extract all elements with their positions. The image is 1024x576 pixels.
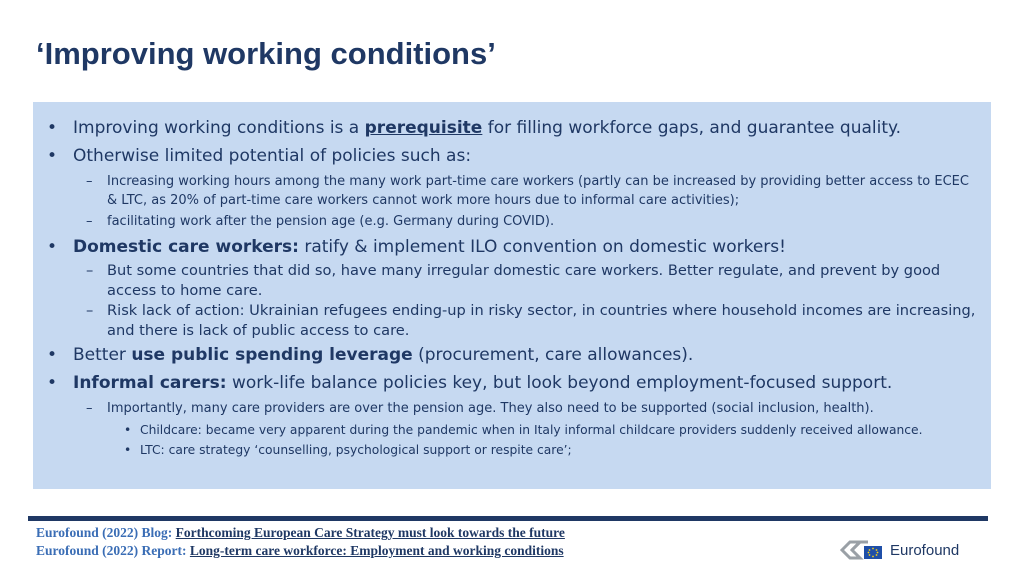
bullet-marker: •: [124, 423, 132, 437]
bullet-domestic-care-workers: [45, 233, 979, 261]
sub-bullet-text: Risk lack of action: Ukrainian refugees ending-up in risky sector, in countries where household incomes are increasing, and there is lack of public access to care.: [107, 302, 976, 339]
emphasis-domestic-care-workers: Domestic care workers:: [73, 237, 299, 257]
sub-sub-bullet-text: LTC: care strategy ‘counselling, psychological support or respite care’;: [140, 443, 572, 457]
sub-bullet-text: But some countries that did so, have many irregular domestic care workers. Better regulate, and prevent by good access to home care.: [107, 262, 941, 299]
bullet-marker: •: [47, 345, 58, 365]
sub-bullet-irregular-workers: [45, 261, 979, 301]
dash-marker: –: [86, 262, 94, 279]
bullet-informal-carers: [45, 369, 979, 397]
bullet-marker: •: [124, 443, 132, 457]
bullet-marker: •: [47, 118, 58, 138]
emphasis-public-spending: use public spending leverage: [131, 345, 413, 365]
bullet-public-spending: [45, 341, 979, 369]
bullet-prerequisite: [45, 114, 979, 142]
sub-bullet-pension-age: [45, 212, 979, 231]
sub-sub-bullet-childcare: [45, 420, 979, 440]
slide-title: ‘Improving working conditions’: [36, 36, 496, 71]
sub-sub-bullet-text: Childcare: became very apparent during the pandemic when in Italy informal childcare providers suddenly received allowance.: [140, 423, 923, 437]
sub-bullet-text: Increasing working hours among the many work part-time care workers (partly can be increased by providing better access to ECEC & LTC, as 20% of part-time care workers cannot work more hours due to informal care activities);: [107, 174, 969, 208]
bullet-text: for filling workforce gaps, and guarantee quality.: [482, 118, 902, 138]
dash-marker: –: [86, 401, 93, 416]
bullet-text: ratify & implement ILO convention on domestic workers!: [298, 237, 786, 257]
bullet-limited-potential: [45, 142, 979, 170]
dash-marker: –: [86, 214, 93, 229]
bullet-text: work-life balance policies key, but look beyond employment-focused support.: [226, 373, 893, 393]
logo-text: Eurofound: [890, 541, 960, 559]
sub-bullet-text: facilitating work after the pension age (e.g. Germany during COVID).: [107, 214, 555, 229]
footer-source-label: Eurofound (2022) Report:: [36, 543, 187, 558]
footer-source-label: Eurofound (2022) Blog:: [36, 525, 173, 540]
bullet-text: (procurement, care allowances).: [412, 345, 694, 365]
blog-link[interactable]: Forthcoming European Care Strategy must look towards the future: [175, 525, 565, 540]
dash-marker: –: [86, 174, 93, 189]
footer-divider: [28, 516, 988, 521]
footer-blog-reference: [36, 525, 565, 541]
bullet-text: Improving working conditions is a: [73, 118, 365, 138]
bullet-text: Better: [73, 345, 132, 365]
emphasis-informal-carers: Informal carers:: [73, 373, 227, 393]
sub-sub-bullet-ltc: [45, 440, 979, 460]
dash-marker: –: [86, 302, 94, 319]
sub-bullet-text: Importantly, many care providers are over the pension age. They also need to be supported (social inclusion, health).: [107, 401, 874, 416]
content-box: [33, 102, 991, 489]
emphasis-prerequisite: prerequisite: [364, 118, 483, 138]
bullet-marker: •: [47, 146, 58, 166]
sub-bullet-working-hours: [45, 172, 979, 210]
bullet-text: Otherwise limited potential of policies such as:: [73, 146, 472, 166]
bullet-marker: •: [47, 237, 58, 257]
report-link[interactable]: Long-term care workforce: Employment and working conditions: [189, 543, 564, 558]
eurofound-logo-icon: [838, 536, 886, 564]
eurofound-logo: [838, 536, 988, 564]
bullet-marker: •: [47, 373, 58, 393]
sub-bullet-pension-age-carers: [45, 399, 979, 418]
footer-report-reference: [36, 543, 564, 559]
sub-bullet-ukrainian-refugees: [45, 301, 979, 341]
